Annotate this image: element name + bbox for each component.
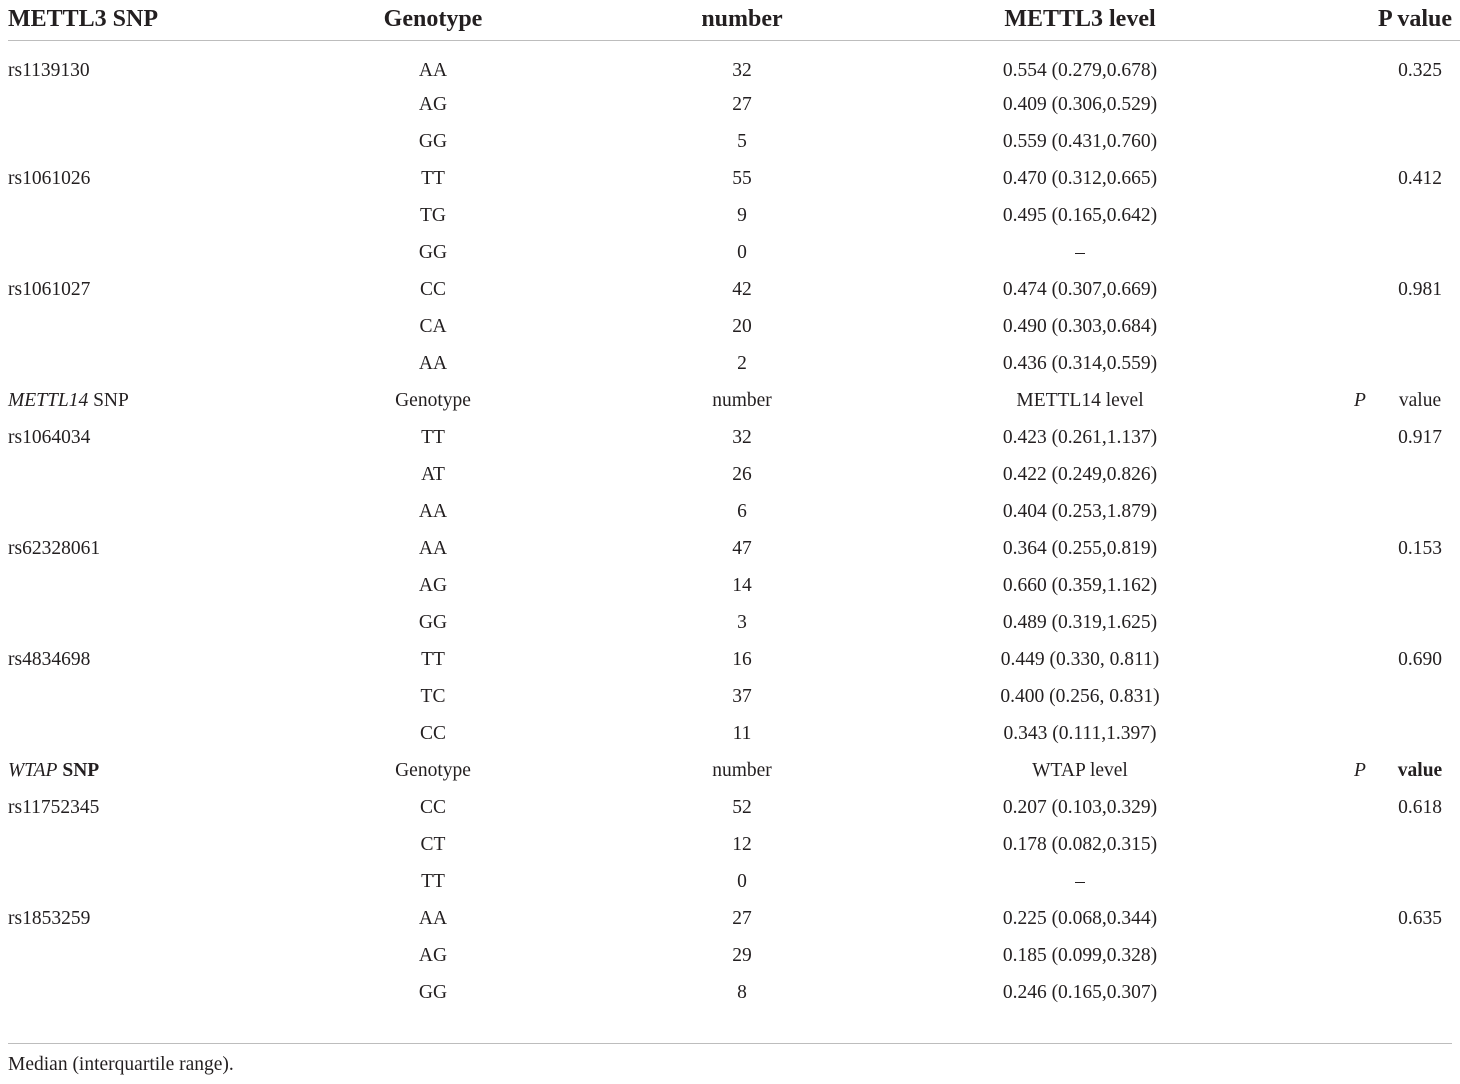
level-cell: 0.246 (0.165,0.307) xyxy=(1002,981,1158,1003)
p-letter: P xyxy=(1354,389,1366,411)
table-row xyxy=(8,604,1460,641)
snp-cell xyxy=(8,567,274,604)
p-value-cell xyxy=(1268,715,1460,752)
table-row xyxy=(8,197,1460,234)
subheader-number: number xyxy=(712,759,772,781)
genotype-cell: TT xyxy=(421,870,445,892)
number-cell: 32 xyxy=(732,59,752,81)
p-suffix: value xyxy=(1397,759,1443,781)
subheader-row xyxy=(8,752,1460,789)
p-value-cell xyxy=(1268,641,1460,678)
table-row xyxy=(8,308,1460,345)
number-cell: 27 xyxy=(732,93,752,115)
genotype-cell: GG xyxy=(418,611,448,633)
snp-cell xyxy=(8,345,274,382)
table-footnote: Median (interquartile range). xyxy=(8,1054,234,1075)
number-cell: 14 xyxy=(732,574,752,596)
table-row xyxy=(8,123,1460,160)
level-cell: 0.474 (0.307,0.669) xyxy=(1002,278,1158,300)
genotype-cell: AA xyxy=(418,907,448,929)
table-row xyxy=(8,678,1460,715)
genotype-cell: AG xyxy=(418,93,448,115)
level-cell: 0.400 (0.256, 0.831) xyxy=(1000,685,1160,707)
number-cell: 26 xyxy=(732,463,752,485)
p-value-cell xyxy=(1268,493,1460,530)
snp-association-table xyxy=(8,0,1460,1011)
table-row xyxy=(8,41,1460,87)
genotype-cell: CA xyxy=(419,315,447,337)
table-row xyxy=(8,900,1460,937)
p-value-cell xyxy=(1268,197,1460,234)
snp-cell xyxy=(8,974,274,1011)
number-cell: 3 xyxy=(737,611,747,633)
p-value-cell xyxy=(1268,271,1460,308)
subheader-row xyxy=(8,382,1460,419)
p-value-cell xyxy=(1268,419,1460,456)
p-value-cell xyxy=(1268,789,1460,826)
snp-cell xyxy=(8,456,274,493)
number-cell: 42 xyxy=(732,278,752,300)
snp-table-container xyxy=(8,0,1452,1011)
table-row xyxy=(8,863,1460,900)
number-cell: 5 xyxy=(737,130,747,152)
subheader-genotype: Genotype xyxy=(395,759,471,781)
level-cell: 0.185 (0.099,0.328) xyxy=(1002,944,1158,966)
snp-cell: rs4834698 xyxy=(8,648,91,670)
level-cell: 0.364 (0.255,0.819) xyxy=(1002,537,1158,559)
snp-cell: rs1061026 xyxy=(8,167,91,189)
snp-cell: rs1061027 xyxy=(8,278,91,300)
p-value-cell xyxy=(1268,678,1460,715)
subheader-p-value xyxy=(1268,382,1460,419)
snp-label: SNP xyxy=(88,389,129,411)
subheader-snp xyxy=(8,382,274,419)
genotype-cell: GG xyxy=(418,241,448,263)
p-value-cell xyxy=(1268,456,1460,493)
genotype-cell: AA xyxy=(418,500,448,522)
genotype-cell: TC xyxy=(420,685,446,707)
level-cell: 0.409 (0.306,0.529) xyxy=(1002,93,1158,115)
p-value-text: 0.412 xyxy=(1398,167,1442,189)
p-value-text: 0.618 xyxy=(1398,796,1442,818)
header-snp: METTL3 SNP xyxy=(8,5,159,32)
subheader-p-value xyxy=(1268,752,1460,789)
header-level: METTL3 level xyxy=(1004,5,1156,32)
p-value-text: 0.635 xyxy=(1398,907,1442,929)
subheader-level: METTL14 level xyxy=(1016,389,1144,411)
genotype-cell: AG xyxy=(418,574,448,596)
genotype-cell: CC xyxy=(419,796,446,818)
number-cell: 12 xyxy=(732,833,752,855)
subheader-genotype: Genotype xyxy=(395,389,471,411)
genotype-cell: AA xyxy=(418,352,448,374)
p-value-cell xyxy=(1268,345,1460,382)
p-value-cell xyxy=(1268,123,1460,160)
genotype-cell: CC xyxy=(419,278,446,300)
level-cell: – xyxy=(1075,870,1085,892)
table-header-row xyxy=(8,0,1460,41)
header-genotype: Genotype xyxy=(383,5,483,32)
p-value-cell xyxy=(1268,308,1460,345)
subheader-level: WTAP level xyxy=(1032,759,1128,781)
level-cell: 0.489 (0.319,1.625) xyxy=(1002,611,1158,633)
p-value-text: 0.690 xyxy=(1398,648,1442,670)
snp-cell xyxy=(8,234,274,271)
snp-cell: rs62328061 xyxy=(8,537,101,559)
level-cell: 0.470 (0.312,0.665) xyxy=(1002,167,1158,189)
level-cell: 0.178 (0.082,0.315) xyxy=(1002,833,1158,855)
header-number: number xyxy=(701,5,783,32)
snp-cell: rs1064034 xyxy=(8,426,91,448)
level-cell: 0.423 (0.261,1.137) xyxy=(1002,426,1158,448)
level-cell: 0.495 (0.165,0.642) xyxy=(1002,204,1158,226)
number-cell: 11 xyxy=(732,722,752,744)
p-value-cell xyxy=(1268,86,1460,123)
snp-cell xyxy=(8,678,274,715)
table-row xyxy=(8,419,1460,456)
genotype-cell: GG xyxy=(418,130,448,152)
level-cell: 0.436 (0.314,0.559) xyxy=(1002,352,1158,374)
table-row xyxy=(8,974,1460,1011)
table-row xyxy=(8,456,1460,493)
genotype-cell: AA xyxy=(418,537,448,559)
number-cell: 0 xyxy=(737,870,747,892)
number-cell: 37 xyxy=(732,685,752,707)
level-cell: 0.490 (0.303,0.684) xyxy=(1002,315,1158,337)
snp-label: SNP xyxy=(57,759,100,781)
number-cell: 29 xyxy=(732,944,752,966)
snp-cell xyxy=(8,863,274,900)
snp-cell: rs1139130 xyxy=(8,59,90,81)
table-row xyxy=(8,530,1460,567)
subheader-number: number xyxy=(712,389,772,411)
snp-cell xyxy=(8,197,274,234)
number-cell: 47 xyxy=(732,537,752,559)
genotype-cell: GG xyxy=(418,981,448,1003)
table-bottom-rule xyxy=(8,1043,1452,1044)
number-cell: 8 xyxy=(737,981,747,1003)
number-cell: 20 xyxy=(732,315,752,337)
header-p-value: P value xyxy=(1377,5,1452,32)
genotype-cell: AG xyxy=(418,944,448,966)
snp-cell xyxy=(8,937,274,974)
snp-cell xyxy=(8,604,274,641)
level-cell: 0.422 (0.249,0.826) xyxy=(1002,463,1158,485)
p-value-text: 0.981 xyxy=(1398,278,1442,300)
table-row xyxy=(8,567,1460,604)
p-value-cell xyxy=(1268,530,1460,567)
snp-cell: rs1853259 xyxy=(8,907,91,929)
genotype-cell: AA xyxy=(418,59,448,81)
snp-cell xyxy=(8,715,274,752)
table-body xyxy=(8,41,1460,1012)
level-cell: 0.404 (0.253,1.879) xyxy=(1002,500,1158,522)
p-value-label xyxy=(1330,760,1450,782)
p-value-cell xyxy=(1268,234,1460,271)
table-row xyxy=(8,641,1460,678)
table-row xyxy=(8,715,1460,752)
snp-cell xyxy=(8,493,274,530)
p-value-cell xyxy=(1268,567,1460,604)
p-value-cell xyxy=(1268,41,1460,87)
p-value-cell xyxy=(1268,604,1460,641)
table-row xyxy=(8,345,1460,382)
p-value-cell xyxy=(1268,974,1460,1011)
p-suffix: value xyxy=(1398,389,1442,411)
p-value-cell xyxy=(1268,900,1460,937)
genotype-cell: CC xyxy=(419,722,446,744)
snp-cell xyxy=(8,826,274,863)
genotype-cell: AT xyxy=(421,463,445,485)
genotype-cell: TT xyxy=(421,426,445,448)
table-row xyxy=(8,86,1460,123)
number-cell: 2 xyxy=(737,352,747,374)
genotype-cell: CT xyxy=(420,833,446,855)
p-value-text: 0.917 xyxy=(1398,426,1442,448)
level-cell: 0.660 (0.359,1.162) xyxy=(1002,574,1158,596)
number-cell: 9 xyxy=(737,204,747,226)
genotype-cell: TT xyxy=(421,167,445,189)
level-cell: 0.225 (0.068,0.344) xyxy=(1002,907,1158,929)
table-row xyxy=(8,234,1460,271)
number-cell: 16 xyxy=(732,648,752,670)
number-cell: 0 xyxy=(737,241,747,263)
table-row xyxy=(8,826,1460,863)
genotype-cell: TG xyxy=(420,204,446,226)
subheader-snp xyxy=(8,752,274,789)
snp-cell: rs11752345 xyxy=(8,796,100,818)
gene-name: METTL14 xyxy=(8,389,89,411)
number-cell: 52 xyxy=(732,796,752,818)
snp-cell xyxy=(8,308,274,345)
number-cell: 27 xyxy=(732,907,752,929)
table-row xyxy=(8,160,1460,197)
level-cell: 0.207 (0.103,0.329) xyxy=(1002,796,1158,818)
p-value-cell xyxy=(1268,160,1460,197)
snp-cell xyxy=(8,86,274,123)
level-cell: 0.343 (0.111,1.397) xyxy=(1003,722,1157,744)
number-cell: 32 xyxy=(732,426,752,448)
table-row xyxy=(8,937,1460,974)
table-row xyxy=(8,271,1460,308)
genotype-cell: TT xyxy=(421,648,445,670)
level-cell: 0.449 (0.330, 0.811) xyxy=(1000,648,1160,670)
p-value-cell xyxy=(1268,863,1460,900)
p-value-cell xyxy=(1268,937,1460,974)
p-value-text: 0.325 xyxy=(1398,59,1442,81)
snp-cell xyxy=(8,123,274,160)
p-value-text: 0.153 xyxy=(1398,537,1442,559)
p-letter: P xyxy=(1354,759,1366,781)
level-cell: – xyxy=(1075,241,1085,263)
number-cell: 6 xyxy=(737,500,747,522)
p-value-cell xyxy=(1268,826,1460,863)
table-row xyxy=(8,493,1460,530)
level-cell: 0.559 (0.431,0.760) xyxy=(1002,130,1158,152)
level-cell: 0.554 (0.279,0.678) xyxy=(1002,59,1158,81)
number-cell: 55 xyxy=(732,167,752,189)
p-value-label xyxy=(1330,390,1450,412)
gene-name: WTAP xyxy=(8,759,58,781)
table-row xyxy=(8,789,1460,826)
